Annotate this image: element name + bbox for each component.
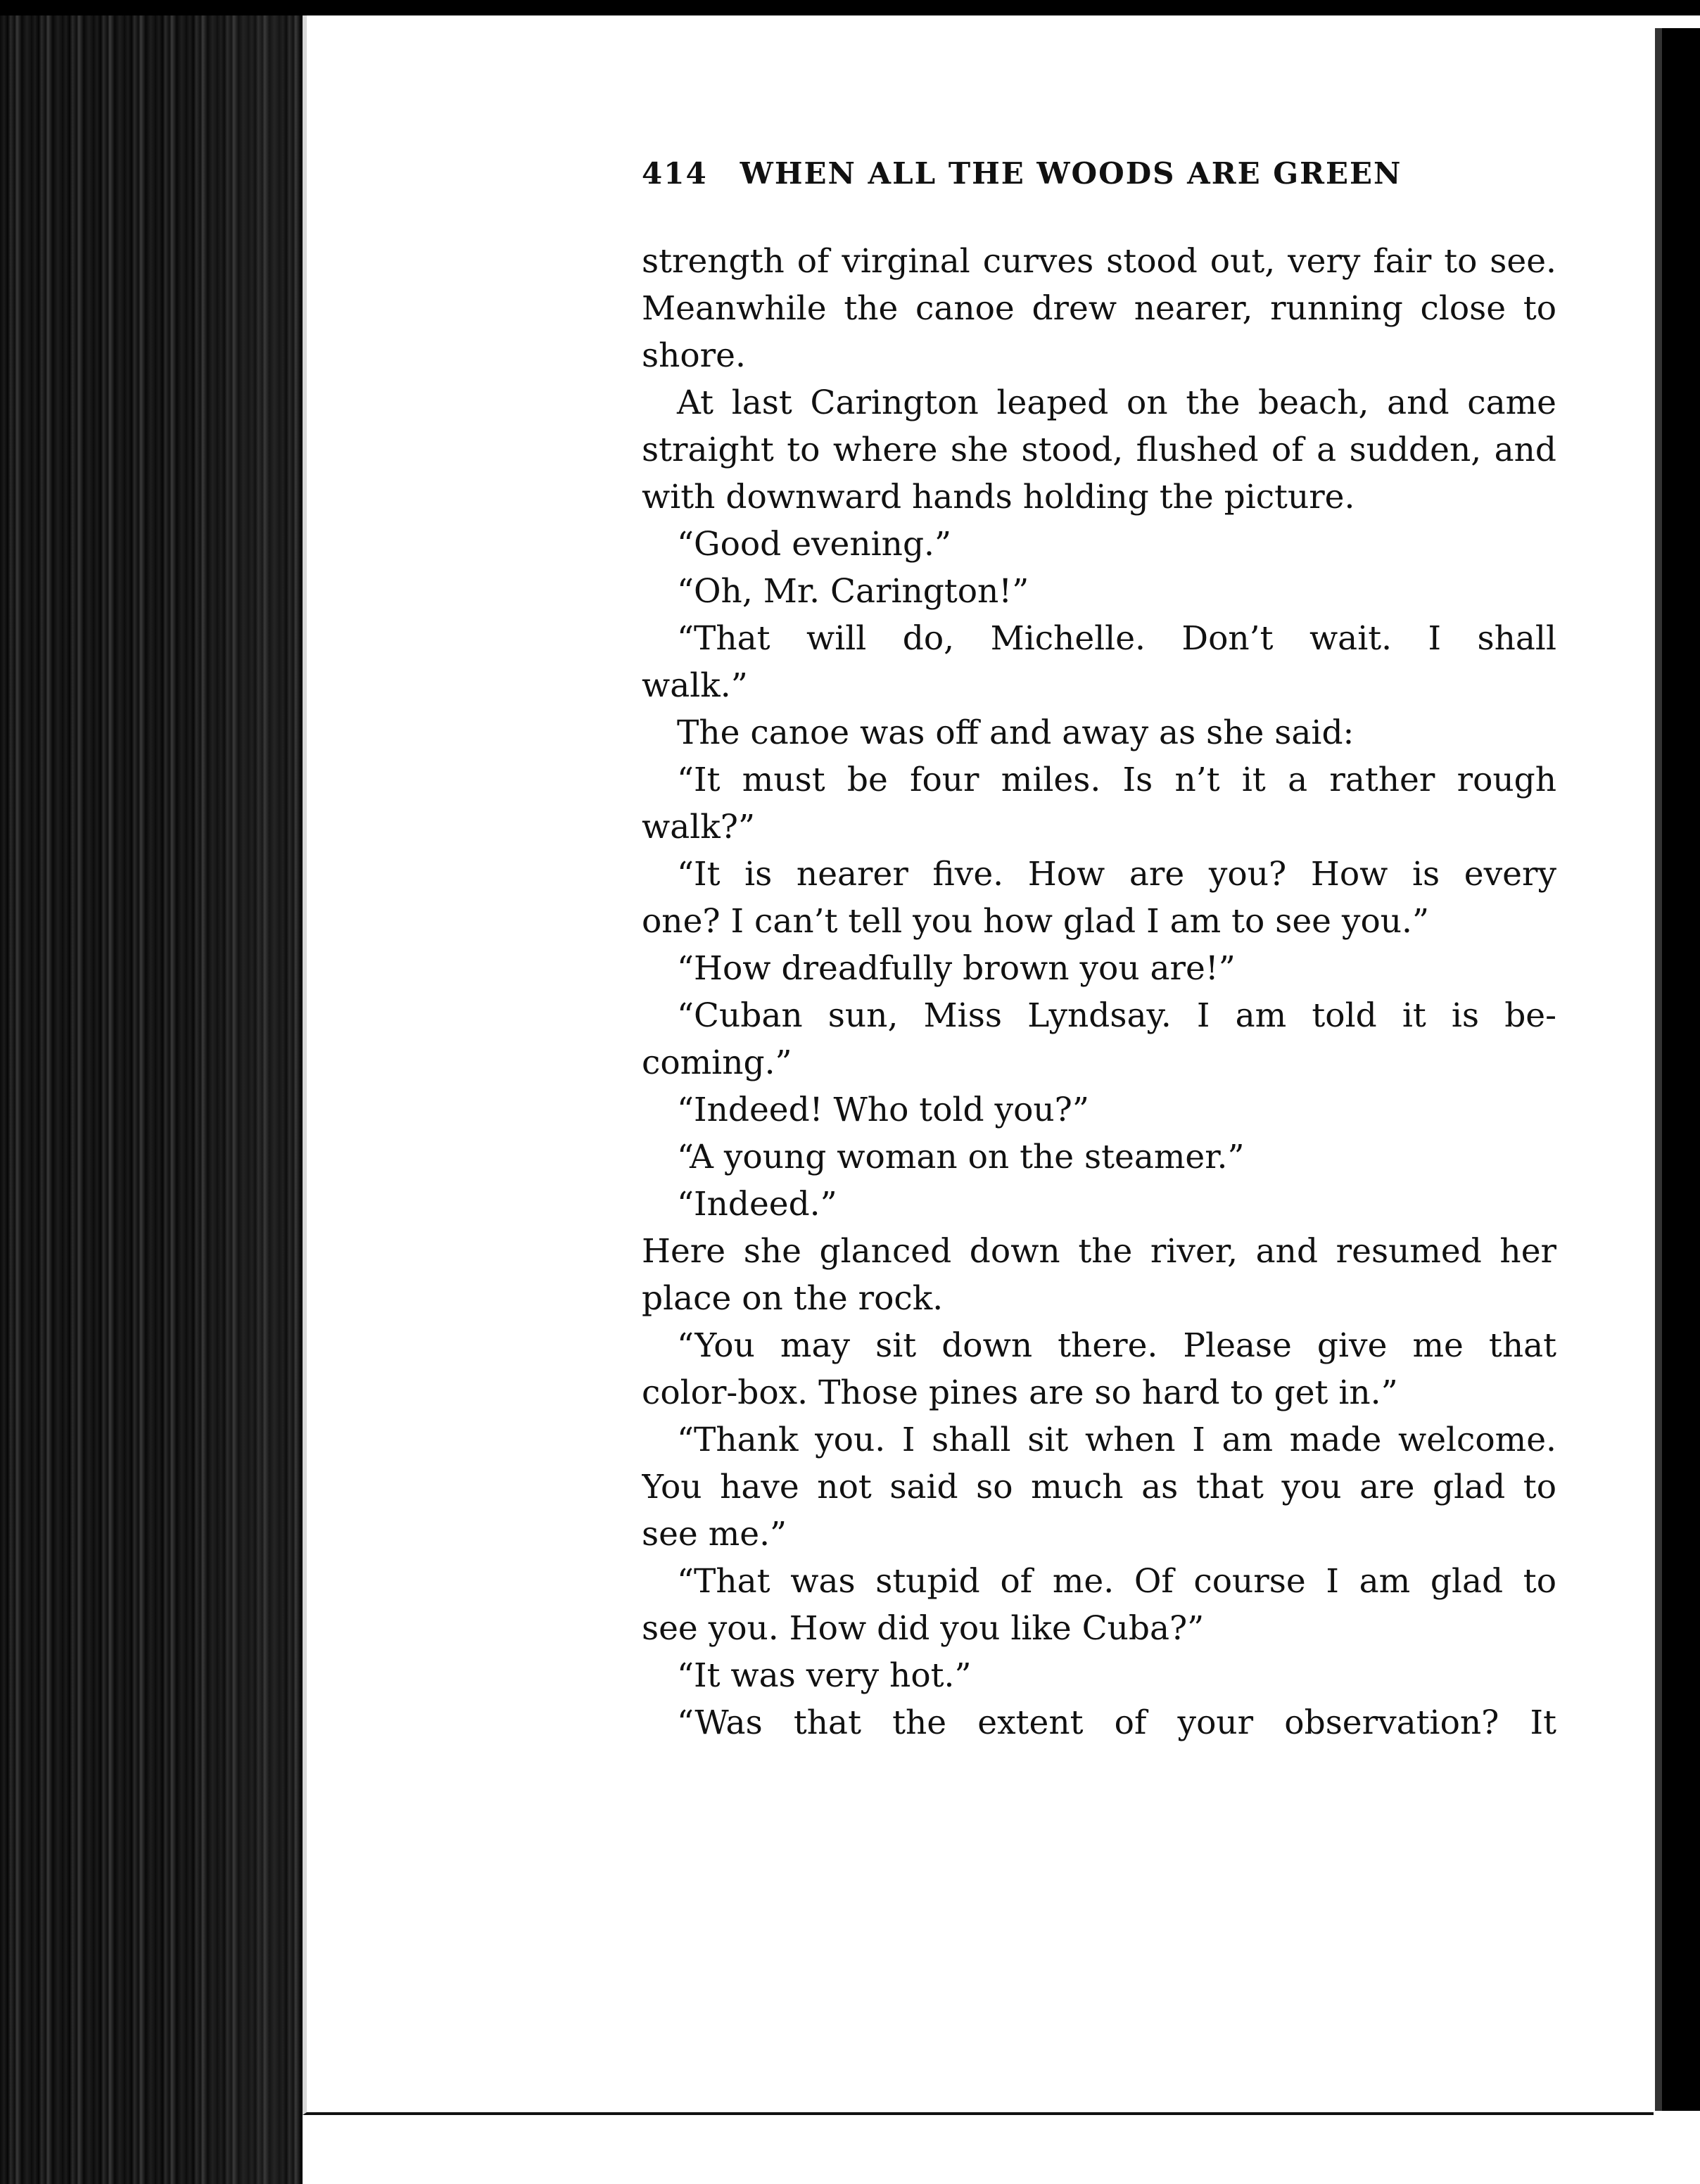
text-line: see you. How did you like Cuba?” xyxy=(642,1609,1205,1648)
text-line: “It was very hot.” xyxy=(677,1656,972,1695)
running-head xyxy=(642,156,1423,191)
text-line: “Oh, Mr. Carington!” xyxy=(677,572,1029,611)
text-line: color-box. Those pines are so hard to get in.” xyxy=(642,1373,1398,1412)
text-line: “Was that the extent of your observation? It xyxy=(677,1703,1556,1742)
text-line: “You may sit down there. Please give me that xyxy=(677,1326,1556,1365)
text-line: Meanwhile the canoe drew nearer, running close to xyxy=(642,289,1556,328)
top-border xyxy=(0,0,1700,15)
text-line: “Indeed! Who told you?” xyxy=(677,1091,1089,1129)
text-line: “Cuban sun, Miss Lyndsay. I am told it is be- xyxy=(677,996,1556,1035)
body-text xyxy=(642,238,1556,1746)
text-line: see me.” xyxy=(642,1515,787,1554)
text-line: “A young woman on the steamer.” xyxy=(677,1138,1245,1176)
text-line: walk.” xyxy=(642,666,748,705)
text-line: At last Carington leaped on the beach, and came xyxy=(677,383,1556,422)
text-line: straight to where she stood, flushed of a sudden, and xyxy=(642,431,1556,469)
text-line: place on the rock. xyxy=(642,1279,944,1318)
text-line: You have not said so much as that you are glad to xyxy=(642,1468,1556,1506)
spine-shading xyxy=(0,0,303,2184)
text-line: “It is nearer five. How are you? How is every xyxy=(677,855,1556,894)
text-line: walk?” xyxy=(642,808,755,846)
book-title: WHEN ALL THE WOODS ARE GREEN xyxy=(740,156,1402,191)
text-line: with downward hands holding the picture. xyxy=(642,478,1355,516)
text-line: coming.” xyxy=(642,1043,792,1082)
right-border-inner xyxy=(1655,28,1662,2111)
text-line: strength of virginal curves stood out, very fair to see. xyxy=(642,242,1556,281)
text-line: shore. xyxy=(642,336,746,375)
text-line: “It must be four miles. Is n’t it a rather rough xyxy=(677,761,1556,799)
text-line: “Thank you. I shall sit when I am made welcome. xyxy=(677,1421,1556,1459)
text-line: one? I can’t tell you how glad I am to see you.” xyxy=(642,902,1430,941)
text-line: Here she glanced down the river, and resumed her xyxy=(642,1232,1556,1271)
text-line: “How dreadfully brown you are!” xyxy=(677,949,1236,988)
page-number: 414 xyxy=(642,156,708,191)
text-line: “That will do, Michelle. Don’t wait. I shall xyxy=(677,619,1556,658)
text-line: “Indeed.” xyxy=(677,1185,837,1224)
text-line: “That was stupid of me. Of course I am glad to xyxy=(677,1562,1556,1601)
text-line: “Good evening.” xyxy=(677,525,951,564)
text-line: The canoe was off and away as she said: xyxy=(677,713,1355,752)
